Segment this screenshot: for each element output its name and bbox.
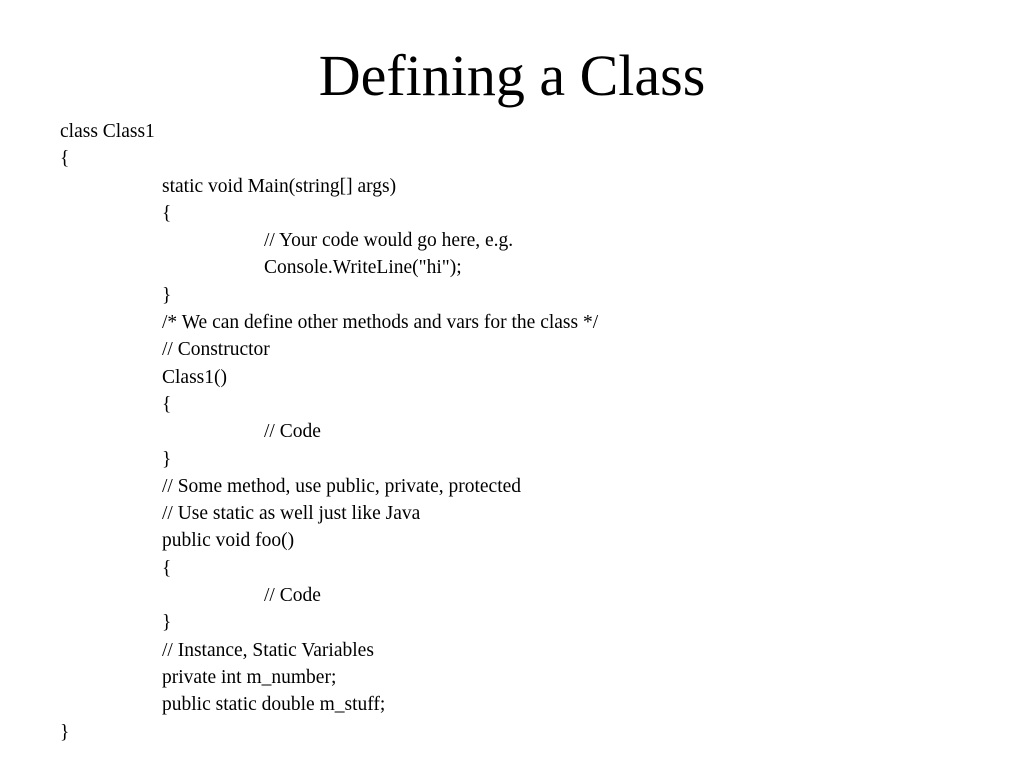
code-line: // Your code would go here, e.g. <box>264 230 514 252</box>
code-line: public void foo() <box>162 530 295 552</box>
code-line: // Use static as well just like Java <box>162 503 421 525</box>
code-line: private int m_number; <box>162 666 337 688</box>
code-line: } <box>162 612 172 634</box>
code-line: { <box>60 148 70 170</box>
code-line: { <box>162 202 172 224</box>
code-line: Class1() <box>162 366 227 388</box>
code-line: // Instance, Static Variables <box>162 639 374 661</box>
code-line: } <box>162 448 172 470</box>
slide-title: Defining a Class <box>318 43 706 108</box>
code-line: static void Main(string[] args) <box>162 175 397 197</box>
code-line: // Code <box>264 585 321 607</box>
code-block <box>60 118 598 746</box>
code-line: class Class1 <box>60 121 155 142</box>
code-line: Console.WriteLine("hi"); <box>264 257 462 279</box>
code-line: // Some method, use public, private, protected <box>162 475 522 497</box>
code-line: /* We can define other methods and vars for the class */ <box>162 312 599 334</box>
code-line: // Constructor <box>162 339 270 361</box>
code-line: } <box>162 284 172 306</box>
code-line: { <box>162 557 172 579</box>
code-line: public static double m_stuff; <box>162 694 386 716</box>
code-line: { <box>162 393 172 415</box>
code-line: // Code <box>264 421 321 443</box>
code-line: } <box>60 721 70 743</box>
